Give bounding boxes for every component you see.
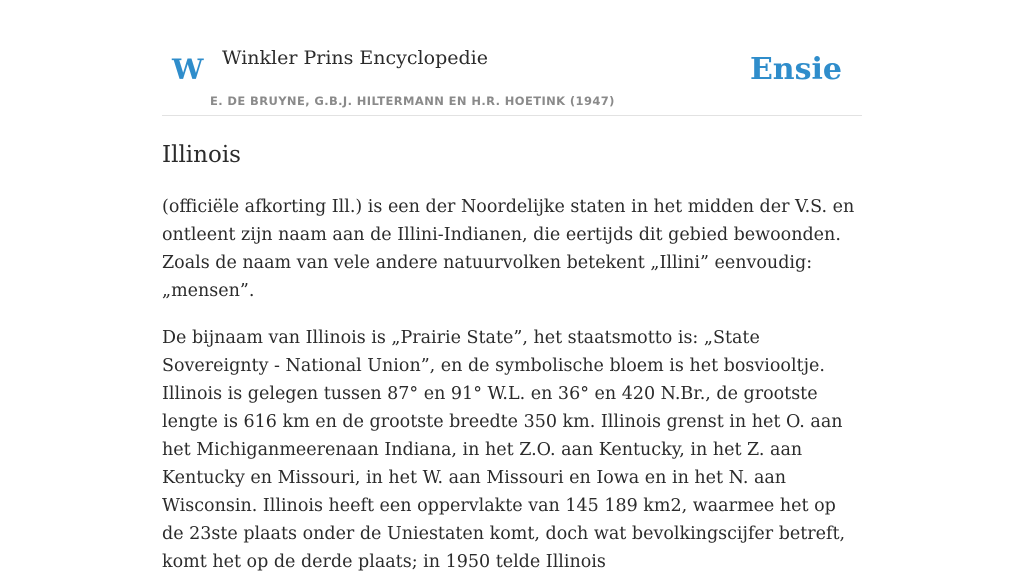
ensie-logo[interactable]: Ensie — [749, 52, 842, 87]
source-header — [162, 0, 862, 116]
book-title[interactable]: Winkler Prins Encyclopedie — [222, 47, 488, 69]
book-authors: E. DE BRUYNE, G.B.J. HILTERMANN EN H.R. HOETINK (1947) — [210, 94, 615, 108]
winkler-prins-logo-icon[interactable]: W — [172, 53, 204, 86]
article-paragraph: De bijnaam van Illinois is „Prairie State”, het staatsmotto is: „State Sovereignty - National Union”, en de symbolische bloem is het bosviooltje. Illinois is gelegen tussen 87° en 91° W.L. en 36° en 420 N.Br., de grootste lengte is 616 km en de grootste breedte 350 km. Illinois grenst in het O. aan het Michiganmeerenaan Indiana, in het Z.O. aan Kentucky, in het Z. aan Kentucky en Missouri, in het W. aan Missouri en Iowa en in het N. aan Wisconsin. Illinois heeft een oppervlakte van 145 189 km2, waarmee het op de 23ste plaats onder de Uniestaten komt, doch wat bevolkingscijfer betreft, komt het op de derde plaats; in 1950 telde Illinois — [162, 328, 846, 572]
page-container — [162, 0, 862, 576]
entry-title: Illinois — [162, 142, 241, 168]
article-paragraph: (officiële afkorting Ill.) is een der Noordelijke staten in het midden der V.S. en ontleent zijn naam aan de Illini-Indianen, die eertijds dit gebied bewoonden. Zoals de naam van vele andere natuurvolken betekent „Illini” eenvoudig: „mensen”. — [162, 197, 855, 301]
